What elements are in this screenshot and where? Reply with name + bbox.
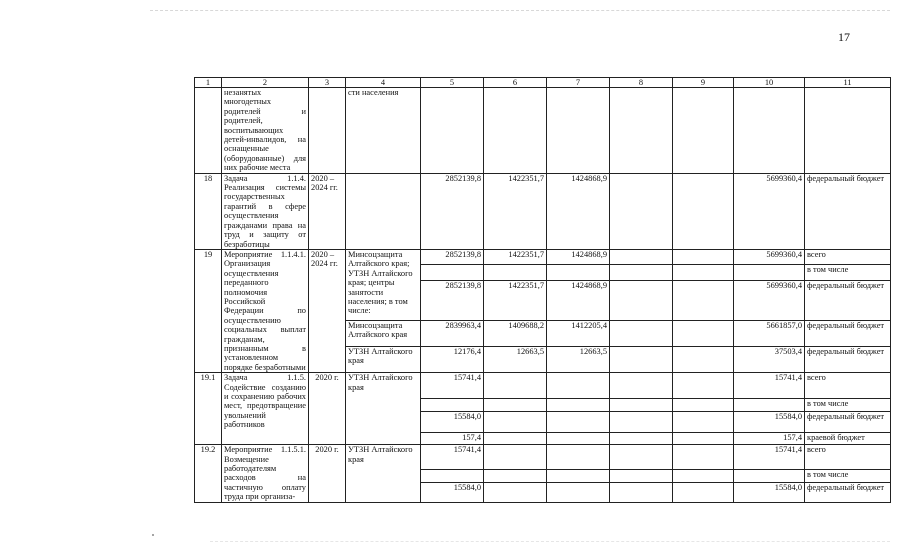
cell-2020: 15584,0 bbox=[421, 412, 484, 433]
cell-2021 bbox=[484, 373, 547, 399]
cell-num: 18 bbox=[195, 173, 222, 249]
cell-num: 19.1 bbox=[195, 373, 222, 445]
cell-executor: Минсоцзащита Алтайского края; УТЗН Алтайского края; центры занятости населения; в том числе: bbox=[346, 249, 421, 320]
cell-2024 bbox=[673, 433, 734, 445]
cell-source: федеральный бюджет bbox=[805, 321, 891, 347]
cell-total: 5699360,4 bbox=[734, 249, 805, 265]
header-cell: 3 bbox=[309, 78, 346, 88]
table-row-19-2 bbox=[195, 445, 891, 470]
cell-executor: УТЗН Алтайского края bbox=[346, 373, 421, 445]
cell-2023 bbox=[610, 265, 673, 281]
cell-name: Мероприятие 1.1.4.1. Организация осуществления переданного полномочия Российской Федерации по осуществлению социальных выплат гражданам, признанным в установленном порядке безработными bbox=[222, 249, 309, 372]
cell-name: Задача 1.1.5. Содействие созданию и сохранению рабочих мест, предотвращение увольнений работников bbox=[222, 373, 309, 445]
header-cell: 8 bbox=[610, 78, 673, 88]
cell-source bbox=[805, 88, 891, 174]
cell-2024 bbox=[673, 88, 734, 174]
cell-source: федеральный бюджет bbox=[805, 173, 891, 249]
cell-total: 15741,4 bbox=[734, 373, 805, 399]
cell-2020 bbox=[421, 88, 484, 174]
cell-source: федеральный бюджет bbox=[805, 483, 891, 503]
cell-2024 bbox=[673, 173, 734, 249]
cell-2023 bbox=[610, 281, 673, 321]
cell-2022 bbox=[547, 373, 610, 399]
header-cell: 9 bbox=[673, 78, 734, 88]
cell-2023 bbox=[610, 445, 673, 470]
header-cell: 2 bbox=[222, 78, 309, 88]
cell-2023 bbox=[610, 483, 673, 503]
header-row bbox=[195, 78, 891, 88]
cell-2020: 15584,0 bbox=[421, 483, 484, 503]
cell-source: федеральный бюджет bbox=[805, 412, 891, 433]
cell-2022: 1424868,9 bbox=[547, 173, 610, 249]
cell-2024 bbox=[673, 249, 734, 265]
scan-speck bbox=[152, 534, 154, 536]
cell-2023 bbox=[610, 412, 673, 433]
cell-2020 bbox=[421, 470, 484, 483]
cell-2020: 2852139,8 bbox=[421, 173, 484, 249]
cell-total: 15741,4 bbox=[734, 445, 805, 470]
cell-source: федеральный бюджет bbox=[805, 346, 891, 373]
cell-executor: сти населения bbox=[346, 88, 421, 174]
cell-2020: 15741,4 bbox=[421, 445, 484, 470]
cell-2023 bbox=[610, 433, 673, 445]
cell-2020: 2839963,4 bbox=[421, 321, 484, 347]
cell-2023 bbox=[610, 470, 673, 483]
program-table bbox=[194, 77, 891, 503]
cell-num: 19.2 bbox=[195, 445, 222, 503]
header-cell: 6 bbox=[484, 78, 547, 88]
cell-2021 bbox=[484, 399, 547, 412]
cell-2021 bbox=[484, 433, 547, 445]
cell-name: Мероприятие 1.1.5.1. Возмещение работодателям расходов на частичную оплату труда при организа- bbox=[222, 445, 309, 503]
cell-2022 bbox=[547, 399, 610, 412]
cell-executor: УТЗН Алтайского края bbox=[346, 346, 421, 373]
cell-total: 37503,4 bbox=[734, 346, 805, 373]
header-cell: 1 bbox=[195, 78, 222, 88]
cell-period: 2020 г. bbox=[309, 373, 346, 445]
cell-total bbox=[734, 88, 805, 174]
cell-2023 bbox=[610, 88, 673, 174]
cell-total: 5699360,4 bbox=[734, 281, 805, 321]
cell-2022 bbox=[547, 265, 610, 281]
cell-2020: 12176,4 bbox=[421, 346, 484, 373]
cell-2021 bbox=[484, 412, 547, 433]
cell-2024 bbox=[673, 399, 734, 412]
cell-2023 bbox=[610, 249, 673, 265]
cell-2022 bbox=[547, 470, 610, 483]
cell-name: незанятых многодетных родителей и родителей, воспитывающих детей-инвалидов, на оснащенные (оборудованные) для них рабочие места bbox=[222, 88, 309, 174]
cell-2024 bbox=[673, 265, 734, 281]
cell-2023 bbox=[610, 346, 673, 373]
cell-2024 bbox=[673, 445, 734, 470]
cell-2020 bbox=[421, 265, 484, 281]
cell-period: 2020 г. bbox=[309, 445, 346, 503]
cell-2022: 1424868,9 bbox=[547, 281, 610, 321]
cell-2024 bbox=[673, 373, 734, 399]
cell-source: краевой бюджет bbox=[805, 433, 891, 445]
cell-2020: 2852139,8 bbox=[421, 249, 484, 265]
cell-total: 157,4 bbox=[734, 433, 805, 445]
cell-2024 bbox=[673, 412, 734, 433]
cell-period bbox=[309, 88, 346, 174]
cell-2023 bbox=[610, 321, 673, 347]
cell-2021: 1422351,7 bbox=[484, 249, 547, 265]
header-cell: 10 bbox=[734, 78, 805, 88]
cell-source: в том числе bbox=[805, 265, 891, 281]
cell-total: 5661857,0 bbox=[734, 321, 805, 347]
header-cell: 11 bbox=[805, 78, 891, 88]
cell-2022: 1424868,9 bbox=[547, 249, 610, 265]
cell-2022 bbox=[547, 88, 610, 174]
cell-total bbox=[734, 470, 805, 483]
cell-source: в том числе bbox=[805, 399, 891, 412]
cell-2024 bbox=[673, 346, 734, 373]
cell-2021 bbox=[484, 483, 547, 503]
cell-2022 bbox=[547, 412, 610, 433]
cell-source: всего bbox=[805, 445, 891, 470]
cell-2022: 1412205,4 bbox=[547, 321, 610, 347]
cell-total bbox=[734, 265, 805, 281]
cell-2020: 2852139,8 bbox=[421, 281, 484, 321]
cell-2022: 12663,5 bbox=[547, 346, 610, 373]
cell-2024 bbox=[673, 321, 734, 347]
cell-executor bbox=[346, 173, 421, 249]
cell-executor: УТЗН Алтайского края bbox=[346, 445, 421, 503]
page-number: 17 bbox=[838, 30, 850, 44]
cell-2023 bbox=[610, 173, 673, 249]
cell-2022 bbox=[547, 483, 610, 503]
cell-name: Задача 1.1.4. Реализация системы государственных гарантий в сфере осуществления гражданами права на труд и защиту от безработицы bbox=[222, 173, 309, 249]
cell-source: федеральный бюджет bbox=[805, 281, 891, 321]
cell-num bbox=[195, 88, 222, 174]
table-row-continued bbox=[195, 88, 891, 174]
cell-2020: 15741,4 bbox=[421, 373, 484, 399]
cell-2020: 157,4 bbox=[421, 433, 484, 445]
cell-2021 bbox=[484, 470, 547, 483]
header-cell: 7 bbox=[547, 78, 610, 88]
cell-2023 bbox=[610, 373, 673, 399]
cell-2024 bbox=[673, 470, 734, 483]
cell-num: 19 bbox=[195, 249, 222, 372]
cell-executor: Минсоцзащита Алтайского края bbox=[346, 321, 421, 347]
cell-2021 bbox=[484, 265, 547, 281]
cell-2021 bbox=[484, 445, 547, 470]
cell-2020 bbox=[421, 399, 484, 412]
header-cell: 4 bbox=[346, 78, 421, 88]
cell-2021: 1422351,7 bbox=[484, 173, 547, 249]
cell-2021: 1409688,2 bbox=[484, 321, 547, 347]
cell-total: 15584,0 bbox=[734, 483, 805, 503]
cell-total: 15584,0 bbox=[734, 412, 805, 433]
cell-2023 bbox=[610, 399, 673, 412]
header-cell: 5 bbox=[421, 78, 484, 88]
cell-2022 bbox=[547, 433, 610, 445]
table-row-19-1 bbox=[195, 373, 891, 399]
cell-2021: 1422351,7 bbox=[484, 281, 547, 321]
cell-period: 2020 – 2024 гг. bbox=[309, 173, 346, 249]
cell-period: 2020 – 2024 гг. bbox=[309, 249, 346, 372]
scan-artifact-top bbox=[150, 10, 890, 11]
cell-2021: 12663,5 bbox=[484, 346, 547, 373]
table-row-18 bbox=[195, 173, 891, 249]
cell-2021 bbox=[484, 88, 547, 174]
table-row-19 bbox=[195, 249, 891, 265]
cell-total: 5699360,4 bbox=[734, 173, 805, 249]
cell-total bbox=[734, 399, 805, 412]
scan-artifact-bottom bbox=[210, 541, 890, 542]
cell-source: всего bbox=[805, 373, 891, 399]
cell-source: всего bbox=[805, 249, 891, 265]
cell-2024 bbox=[673, 483, 734, 503]
cell-source: в том числе bbox=[805, 470, 891, 483]
cell-2022 bbox=[547, 445, 610, 470]
cell-2024 bbox=[673, 281, 734, 321]
